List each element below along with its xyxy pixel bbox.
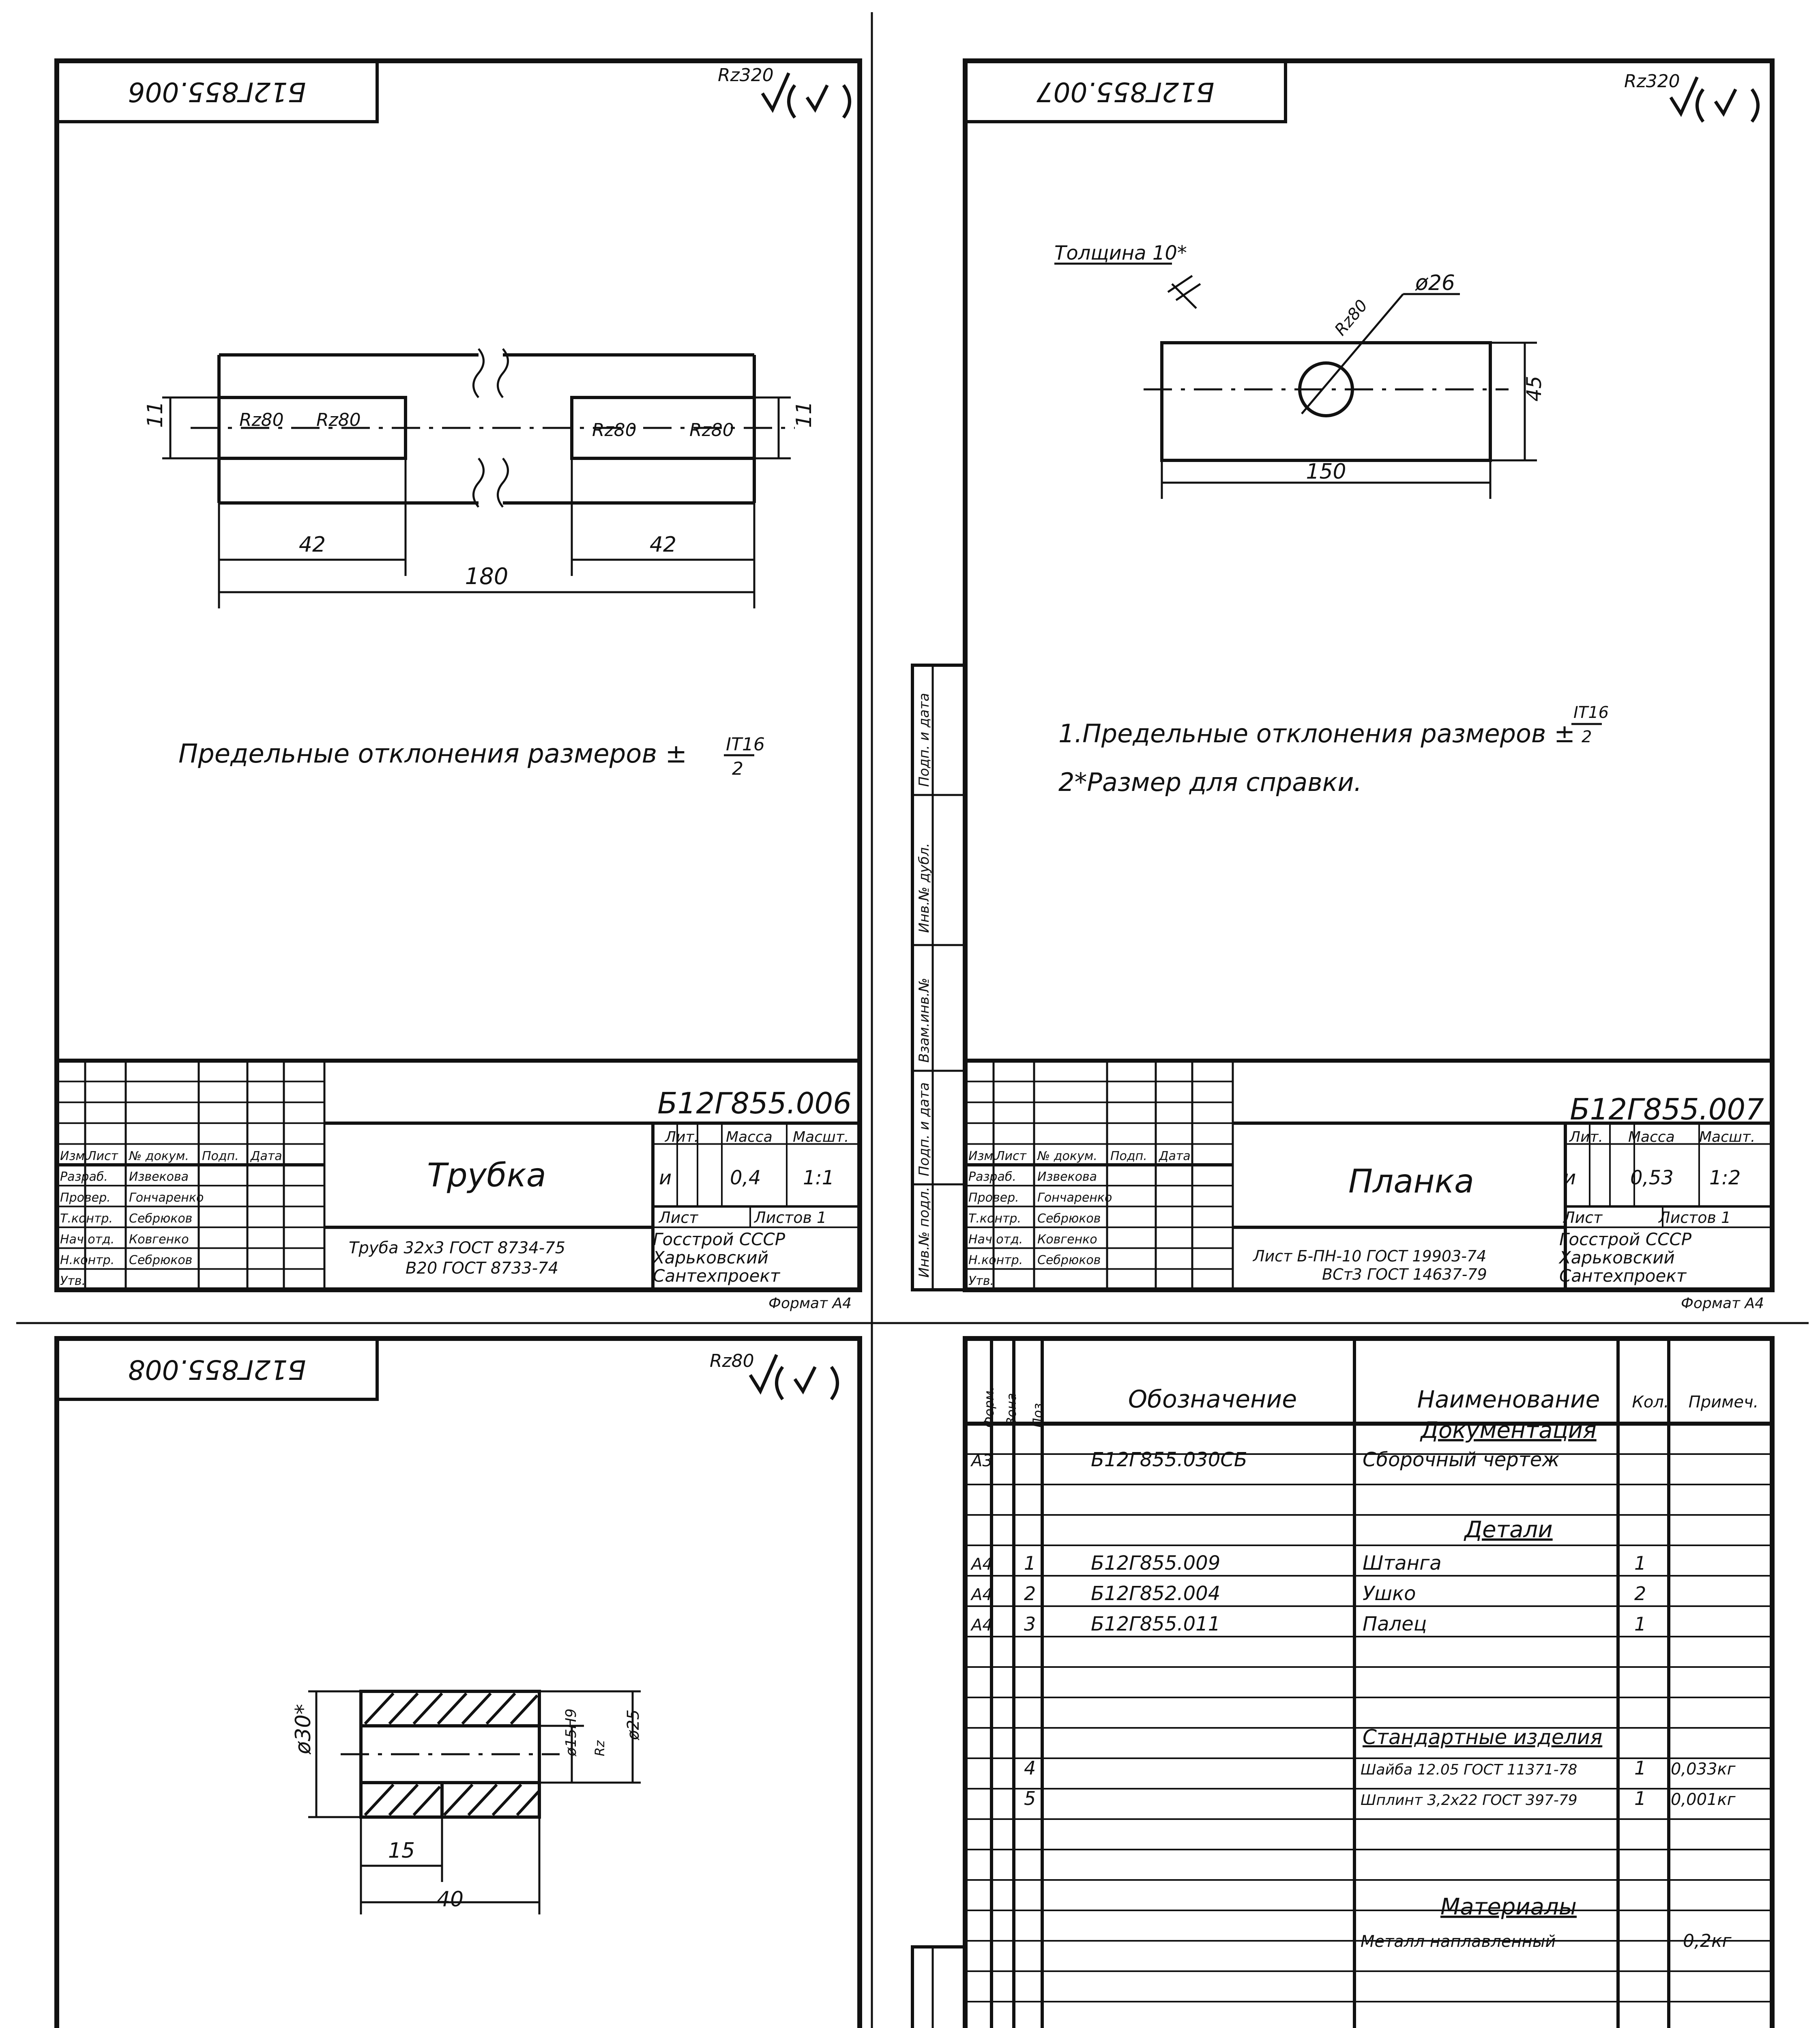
sheet-007-lit: и [1563,1167,1576,1189]
sheet-006-mass: 0,4 [730,1167,761,1189]
sheet-007-dim-h: 45 [1522,376,1546,402]
sheet-006-org2: Харьковский [653,1248,768,1268]
spec-cell-name: Палец [1363,1613,1427,1635]
sheet-006-org3: Сантехпроект [653,1266,780,1286]
spec-cell-name: Металл наплавленный [1361,1932,1556,1951]
role-header-label: Изм. [60,1149,89,1163]
sheet-007-dim-dia: ø26 [1415,271,1455,295]
sheet-030-frame [965,1338,1772,2028]
sheet-030 [965,1338,1772,2028]
role-row-label: Т.контр. [60,1211,113,1226]
role-header-label: № докум. [1037,1149,1097,1163]
person-name: Себрюков [129,1253,193,1268]
spec-cell-format: А4 [971,1616,993,1635]
sheet-008-hub-drawing [308,1691,641,1914]
role-header-label: Лист [87,1149,118,1163]
sheet-007-name: Планка [1348,1162,1474,1200]
sheet-007-material-1: Лист Б-ПН-10 ГОСТ 19903-74 [1253,1247,1487,1265]
spec-row [970,1582,1646,1605]
sheet-007-note2: 2*Размер для справки. [1058,767,1362,797]
spec-cell-name: Шайба 12.05 ГОСТ 11371-78 [1361,1762,1577,1778]
spec-header-name: Наименование [1417,1386,1600,1413]
role-row-label: Н.контр. [968,1253,1023,1268]
sheet-007-scale: 1:2 [1709,1167,1741,1189]
sheet-006-name: Трубка [427,1156,546,1194]
role-row-label: Провер. [60,1190,111,1205]
role-header-label: Подп. [1110,1149,1147,1163]
sheet-007-lit-h: Лит. [1569,1129,1603,1145]
person-name: Себрюков [1037,1211,1101,1226]
spec-cell-note: 0,2кг [1683,1931,1732,1951]
spec-cell-format: А4 [971,1555,993,1574]
sheet-007-material-2: ВСт3 ГОСТ 14637-79 [1322,1265,1487,1283]
spec-cell-pos: 5 [1024,1787,1036,1809]
spec-cell-pos: 3 [1024,1613,1036,1635]
side-bar-bottom [912,1947,965,2028]
sheet-006-note: Предельные отклонения размеров ± [178,739,687,769]
sheet-008-roughness: Rz80 [710,1351,754,1371]
sheet-007-list-h: Лист [1563,1209,1603,1227]
sheet-006-dim-d1: 11 [143,401,167,428]
sheet-007-tol-den: 2 [1582,728,1592,746]
sheet-006-dim-total: 180 [465,563,509,590]
sheet-006-code: Б12Г855.006 [657,1086,852,1120]
role-header-label: Лист [996,1149,1027,1163]
spec-row [970,1613,1646,1635]
sheet-006-lit: и [659,1167,672,1189]
spec-row [1024,1787,1736,1809]
spec-cell-pos: 4 [1024,1757,1036,1779]
sheet-007-tol: IT16 [1573,703,1609,722]
person-name: Ковгенко [1037,1232,1097,1247]
spec-cell-pos: 1 [1024,1552,1036,1574]
sheet-007-org1: Госстрой СССР [1559,1229,1692,1249]
sheet-006-rz-2: Rz80 [316,410,361,430]
sheet-007-code: Б12Г855.007 [1570,1092,1764,1126]
person-name: Гончаренко [129,1190,204,1205]
sheet-008-top-code: Б12Г855.008 [128,1354,306,1385]
spec-section-mat: Материалы [1440,1894,1577,1920]
spec-cell-designation: Б12Г855.030СБ [1091,1448,1247,1471]
spec-section-docs: Документация [1421,1417,1597,1444]
role-row-label: Нач.отд. [968,1232,1023,1247]
side-label-1: Инв.№ подл. [916,1187,932,1278]
sheet-008-dim-l2: 40 [436,1887,464,1912]
sheet-007-note1: 1.Предельные отклонения размеров ± [1058,719,1575,748]
role-row-label: Н.контр. [60,1253,115,1268]
sheet-006-rz-4: Rz80 [689,420,734,440]
role-header-label: Дата [251,1149,282,1163]
sheet-006-lit-h: Лит. [665,1129,699,1145]
sheet-006-material-2: В20 ГОСТ 8733-74 [406,1259,559,1278]
sheet-006-roughness-sign-icon [762,73,850,118]
spec-cell-note: 0,001кг [1671,1790,1736,1809]
spec-cell-name: Сборочный чертеж [1363,1448,1560,1471]
sheet-008 [57,1338,860,2028]
sheet-006-dim-d2: 11 [792,401,816,428]
spec-cell-note: 0,033кг [1671,1760,1736,1779]
role-row-label: Разраб. [968,1170,1016,1184]
spec-row [970,1448,1560,1471]
spec-header-note: Примеч. [1688,1393,1759,1411]
sheet-007-mass-h: Масса [1628,1129,1675,1145]
sheet-007-org3: Сантехпроект [1559,1266,1687,1286]
spec-cell-name: Шплинт 3,2х22 ГОСТ 397-79 [1361,1792,1577,1809]
person-name: Извекова [1037,1170,1097,1184]
sheet-007-lists-h: Листов 1 [1659,1209,1731,1227]
sheet-007-top-code: Б12Г855.007 [1036,76,1215,107]
sheet-008-frame [57,1338,860,2028]
sheet-006-material-1: Труба 32х3 ГОСТ 8734-75 [349,1239,566,1257]
role-row-label: Провер. [968,1190,1019,1205]
spec-header-qty: Кол. [1632,1393,1669,1411]
sheet-006-mass-h: Масса [726,1129,773,1145]
person-name: Ковгенко [129,1232,189,1247]
sheet-007-scale-h: Масшт. [1699,1129,1756,1145]
spec-header-designation: Обозначение [1128,1385,1297,1414]
spec-row [1024,1757,1736,1779]
role-row-label: Разраб. [60,1170,108,1184]
sheet-007-roughness: Rz320 [1624,71,1680,92]
spec-cell-designation: Б12Г852.004 [1091,1582,1221,1605]
sheet-008-dim-l1: 15 [388,1839,415,1863]
sheet-006-scale-h: Масшт. [793,1129,849,1145]
sheet-007-roughness-sign-icon [1671,77,1758,122]
sheet-007-format: Формат А4 [1680,1295,1764,1312]
sheet-007-thickness: Толщина 10* [1054,242,1187,264]
sheet-006-tol: IT16 [726,734,765,755]
spec-row [970,1552,1646,1575]
role-row-label: Нач.отд. [60,1232,115,1247]
sheet-007-plate-drawing [1054,264,1537,499]
spec-section-parts: Детали [1464,1517,1553,1543]
sheet-008-dim-step: ø25 [624,1709,643,1740]
role-row-label: Утв. [968,1274,994,1288]
role-header-label: Подп. [202,1149,239,1163]
sheet-006-rz-3: Rz80 [592,420,637,440]
person-name: Себрюков [129,1211,193,1226]
spec-cell-format: А4 [971,1585,993,1604]
spec-cell-qty: 2 [1634,1583,1646,1605]
spec-cell-format: А3 [971,1452,993,1470]
spec-cell-qty: 1 [1634,1757,1646,1779]
role-header-label: № докум. [129,1149,189,1163]
sheet-006-org1: Госстрой СССР [653,1229,786,1249]
role-header-label: Изм. [968,1149,997,1163]
role-row-label: Т.контр. [968,1211,1022,1226]
spec-cell-designation: Б12Г855.011 [1091,1613,1221,1635]
sheet-006-list-h: Лист [659,1209,698,1227]
spec-header-format: Форм. [981,1386,997,1428]
sheet-008-rz: Rz [592,1740,607,1756]
side-label-3: Взам.инв.№ [916,977,932,1063]
person-name: Извекова [129,1170,189,1184]
side-label-5: Подп. и дата [916,693,932,787]
spec-cell-qty: 1 [1634,1787,1646,1809]
role-header-label: Дата [1159,1149,1191,1163]
spec-section-std: Стандартные изделия [1363,1725,1603,1749]
sheet-006-lists-h: Листов 1 [754,1209,827,1227]
spec-header-zone: Зона [1004,1393,1019,1426]
sheet-008-dim-od: ø30* [291,1704,315,1754]
spec-header-pos: Поз. [1030,1399,1045,1428]
side-label-4: Инв.№ дубл. [916,843,932,933]
sheet-007-mass: 0,53 [1630,1167,1674,1189]
spec-cell-pos: 2 [1024,1583,1036,1605]
spec-table-grid [965,1338,1772,2028]
spec-cell-qty: 1 [1634,1613,1646,1635]
spec-cell-name: Ушко [1363,1582,1416,1605]
role-row-label: Утв. [60,1274,86,1288]
sheet-006-format: Формат А4 [768,1295,852,1312]
sheet-007-dim-w: 150 [1306,460,1346,484]
sheet-006-dim-l1: 42 [298,533,326,557]
sheet-006-scale: 1:1 [803,1167,835,1189]
sheet-007-org2: Харьковский [1559,1248,1675,1268]
sheet-007-rz: Rz80 [1331,296,1371,339]
sheet-006-top-code: Б12Г855.006 [128,76,306,107]
spec-cell-name: Штанга [1363,1552,1442,1575]
spec-cell-designation: Б12Г855.009 [1091,1552,1221,1575]
sheet-006-tol-den: 2 [732,758,743,779]
person-name: Себрюков [1037,1253,1101,1268]
sheet-008-dim-bore: ø15Н9 [563,1708,579,1756]
sheet-006-roughness: Rz320 [718,65,774,86]
spec-cell-qty: 1 [1634,1552,1646,1574]
person-name: Гончаренко [1037,1190,1112,1205]
sheet-008-roughness-sign-icon [750,1355,837,1399]
sheet-006-rz-1: Rz80 [239,410,284,430]
side-label-2: Подп. и дата [916,1082,932,1176]
sheet-006-dim-l2: 42 [649,533,677,557]
